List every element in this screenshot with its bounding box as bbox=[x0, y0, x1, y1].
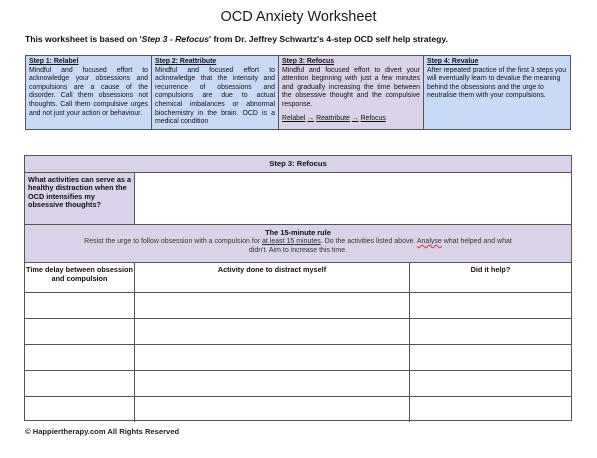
footer-copyright: © Happiertherapy.com All Rights Reserved bbox=[25, 427, 180, 436]
time-delay-cell[interactable] bbox=[25, 371, 135, 396]
entry-rows bbox=[25, 293, 571, 422]
rule-text bbox=[25, 237, 571, 255]
rule-text-analyse: Analyse bbox=[416, 238, 442, 245]
rule-row bbox=[25, 225, 571, 263]
rule-text-c: . Do the activities listed above. bbox=[320, 238, 417, 245]
step-4-text: After repeated practice of the first 3 steps you will eventually learn to devalue the meaning behind the obsessions and the urge to neutralise them with your compulsions. bbox=[427, 66, 567, 100]
flow-reattribute: Reattribute bbox=[316, 114, 350, 122]
step-4-cell bbox=[424, 56, 570, 129]
time-delay-cell[interactable] bbox=[25, 345, 135, 370]
step-flow bbox=[282, 115, 420, 124]
did-it-help-cell[interactable] bbox=[410, 397, 571, 422]
step-1-cell bbox=[26, 56, 152, 129]
step-1-heading: Step 1: Relabel bbox=[29, 58, 79, 65]
page-title: OCD Anxiety Worksheet bbox=[220, 9, 377, 25]
step-2-cell bbox=[152, 56, 279, 129]
col-time-delay: Time delay between obsession and compulsion bbox=[25, 263, 135, 292]
rule-text-duration: at least 15 minutes bbox=[261, 238, 321, 245]
did-it-help-cell[interactable] bbox=[410, 293, 571, 318]
col-activity: Activity done to distract myself bbox=[135, 263, 410, 292]
table-row bbox=[25, 371, 571, 397]
table-row bbox=[25, 319, 571, 345]
flow-arrow-2: → bbox=[351, 114, 359, 122]
table-row bbox=[25, 293, 571, 319]
rule-text-a: Resist the urge to follow obsession with a compulsion for bbox=[84, 238, 262, 245]
step-2-text: Mindful and focused effort to acknowledge that the intensity and recurrence of obsessions and compulsions are due to actual chemical imbalances or abnormal biochemistry in the brain. OCD is a medical condition bbox=[155, 66, 275, 126]
worksheet-header: Step 3: Refocus bbox=[25, 156, 571, 173]
answer-field[interactable] bbox=[135, 173, 571, 224]
flow-refocus: Refocus bbox=[360, 114, 386, 122]
question-label: What activities can serve as a healthy distraction when the OCD intensifies my obsessive thoughts? bbox=[25, 173, 135, 224]
steps-table bbox=[25, 55, 571, 130]
worksheet-table bbox=[24, 155, 572, 421]
step-3-heading: Step 3: Refocus bbox=[282, 58, 335, 65]
step-1-text: Mindful and focused effort to acknowledge your obsessions and compulsions are a cause of the disorder. Call them obsessions not thoughts. Call them compulsive urges and not just your action or behaviour. bbox=[29, 66, 148, 117]
activity-cell[interactable] bbox=[135, 293, 410, 318]
did-it-help-cell[interactable] bbox=[410, 371, 571, 396]
time-delay-cell[interactable] bbox=[25, 319, 135, 344]
flow-arrow-1: → bbox=[307, 114, 315, 122]
did-it-help-cell[interactable] bbox=[410, 345, 571, 370]
table-row bbox=[25, 397, 571, 422]
step-2-heading: Step 2: Reattribute bbox=[155, 58, 217, 65]
rule-text-e: what helped and what didn't. Aim to increase this time. bbox=[248, 238, 512, 254]
time-delay-cell[interactable] bbox=[25, 397, 135, 422]
flow-relabel: Relabel bbox=[282, 114, 306, 122]
intro-suffix: ' from Dr. Jeffrey Schwartz's 4-step OCD self help strategy. bbox=[209, 34, 448, 44]
intro-emphasis: Step 3 - Refocus bbox=[141, 34, 210, 44]
question-row bbox=[25, 173, 571, 225]
col-did-it-help: Did it help? bbox=[470, 265, 511, 274]
step-3-text: Mindful and focused effort to divert your attention beginning with just a few minutes and gradually increasing the time between the obsessive thought and the compulsive response. bbox=[282, 66, 420, 108]
intro-prefix: This worksheet is based on ' bbox=[25, 34, 142, 44]
column-header-row bbox=[25, 263, 571, 293]
activity-cell[interactable] bbox=[135, 371, 410, 396]
intro-text bbox=[25, 34, 448, 44]
activity-cell[interactable] bbox=[135, 397, 410, 422]
rule-title: The 15-minute rule bbox=[265, 228, 331, 237]
activity-cell[interactable] bbox=[135, 319, 410, 344]
step-3-cell bbox=[279, 56, 424, 129]
did-it-help-cell[interactable] bbox=[410, 319, 571, 344]
activity-cell[interactable] bbox=[135, 345, 410, 370]
step-4-heading: Step 4: Revalue bbox=[427, 58, 479, 65]
time-delay-cell[interactable] bbox=[25, 293, 135, 318]
table-row bbox=[25, 345, 571, 371]
